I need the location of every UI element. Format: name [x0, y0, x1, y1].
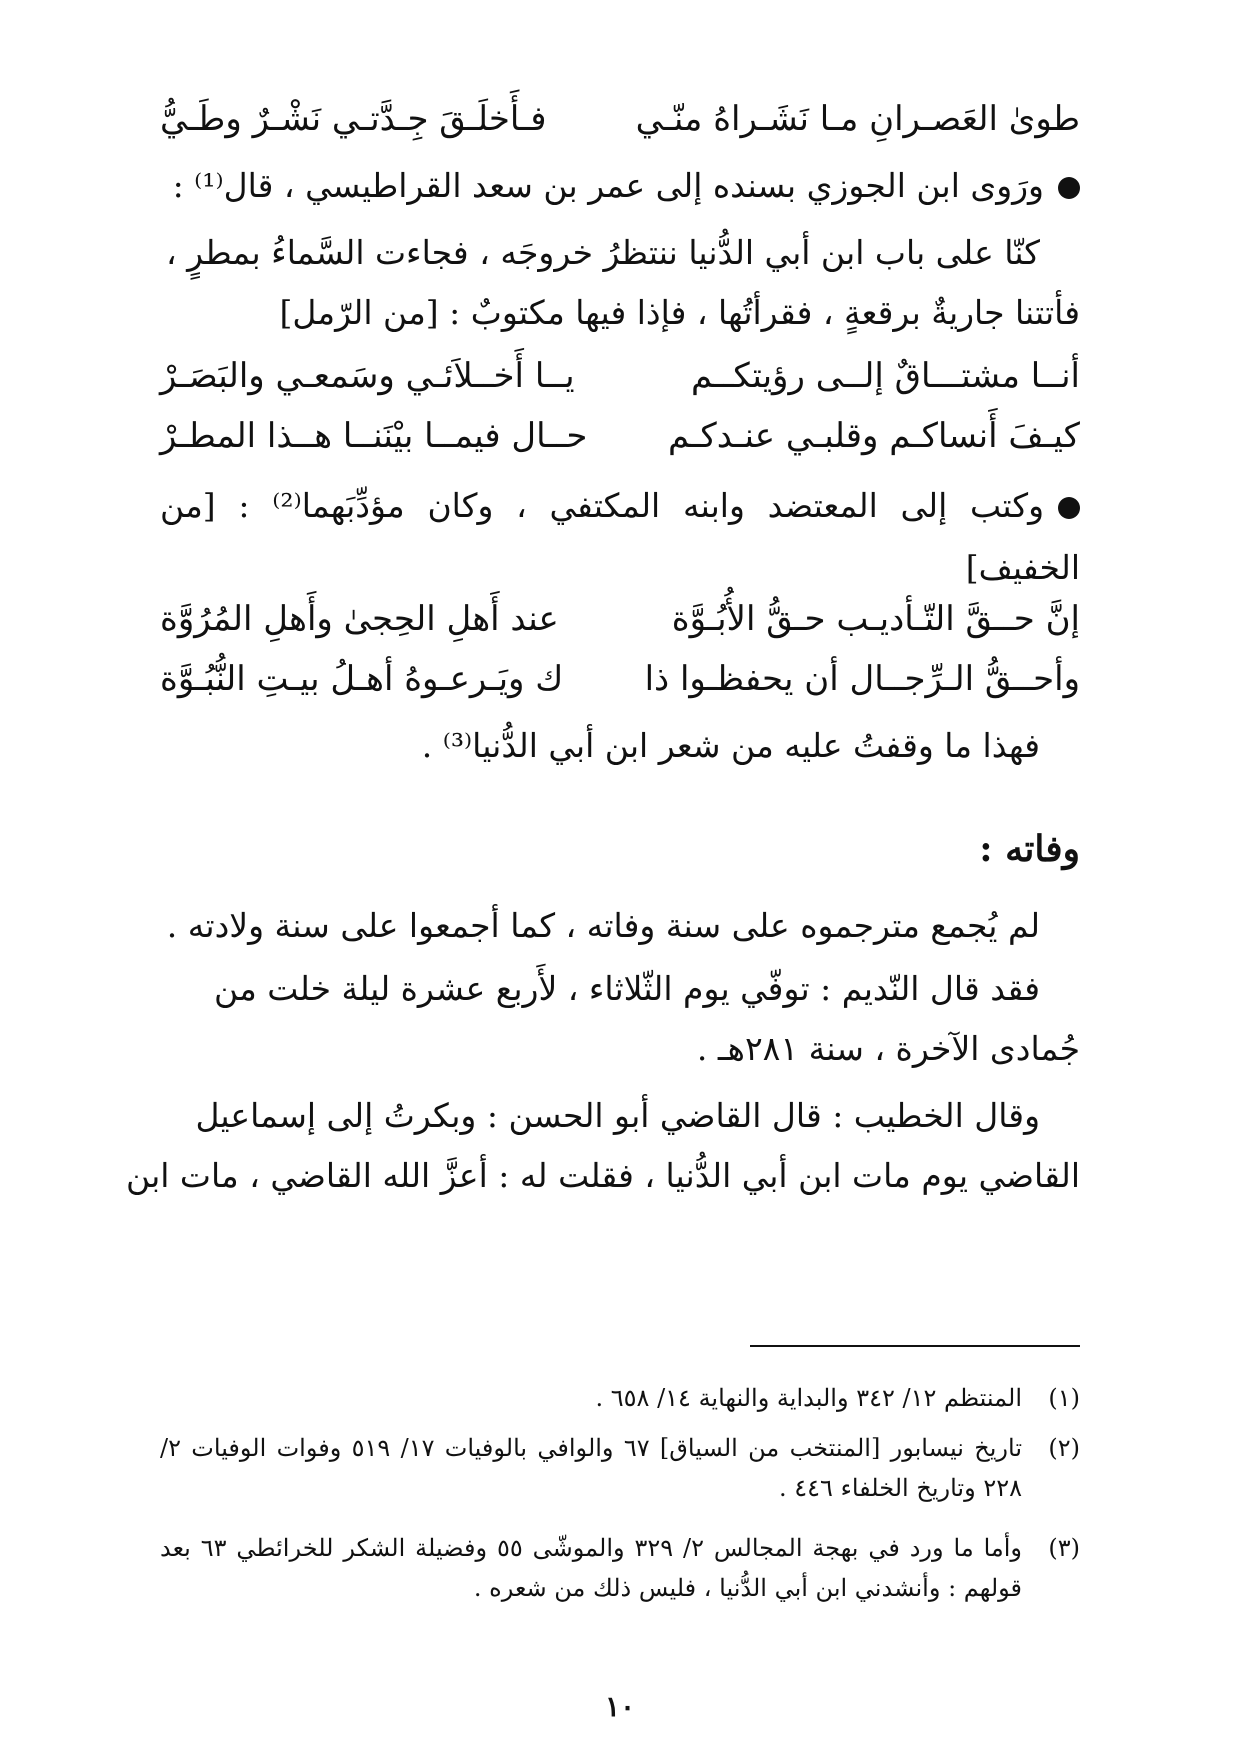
verse-hemistich-right: أنــا مشتـــاقٌ إلــى رؤيتكــم: [691, 356, 1080, 396]
paragraph-death-intro: لم يُجمع مترجموه على سنة وفاته ، كما أجمعوا على سنة ولادته .: [166, 906, 1040, 945]
footnote-3: [160, 1528, 1080, 1608]
paragraph-nadim-line-2: جُمادى الآخرة ، سنة ٢٨١هـ .: [696, 1029, 1080, 1068]
verse-hemistich-left: فـأَخلَـقَ جِـدَّتـي نَشْـرٌ وطَـيُّ: [160, 99, 547, 139]
verse-khafif-1: [160, 588, 1080, 650]
footnote-1: [160, 1378, 1080, 1418]
footnote-number: (١): [1048, 1384, 1080, 1412]
paragraph-narration-2-line-1: كنّا على باب ابن أبي الدُّنيا ننتظرُ خروجَه ، فجاءت السَّماءُ بمطرٍ ،: [166, 233, 1040, 272]
footnote-number: (٢): [1048, 1434, 1080, 1462]
verse-hemistich-right: إنَّ حــقَّ التّـأديـب حـقُّ الأُبُـوَّة: [671, 599, 1080, 639]
verse-khafif-2: [160, 648, 1080, 710]
bullet-icon: [1058, 177, 1080, 199]
verse-hemistich-right: كيـفَ أَنساكـم وقلبـي عنـدكـم: [667, 416, 1080, 456]
paragraph-text: وكتب إلى المعتضد وابنه المكتفي ، وكان مؤدِّبَهما⁽²⁾ : [من الخفيف]: [160, 486, 1080, 587]
paragraph-khatib-line-1: وقال الخطيب : قال القاضي أبو الحسن : وبكرتُ إلى إسماعيل: [195, 1096, 1040, 1135]
bullet-icon: [1058, 497, 1080, 519]
footnote-separator: [750, 1345, 1080, 1347]
section-heading: وفاته :: [979, 828, 1080, 870]
page-number: ١٠: [604, 1690, 636, 1723]
verse-hemistich-left: حــال فيمــا بيْنَنــا هــذا المطـرْ: [160, 416, 588, 456]
footnote-2: [160, 1428, 1080, 1508]
paragraph-khatib-line-2: القاضي يوم مات ابن أبي الدُّنيا ، فقلت له : أعزَّ الله القاضي ، مات ابن: [125, 1156, 1080, 1195]
footnote-text: المنتظم ١٢/ ٣٤٢ والبداية والنهاية ١٤/ ٦٥٨ .: [595, 1384, 1022, 1412]
paragraph-summary: فهذا ما وقفتُ عليه من شعر ابن أبي الدُّنيا⁽³⁾ .: [421, 726, 1040, 765]
paragraph-text: ورَوى ابن الجوزي بسنده إلى عمر بن سعد القراطيسي ، قال⁽¹⁾ :: [172, 166, 1044, 205]
verse-ramal-2: [160, 405, 1080, 467]
paragraph-narration-2-line-2: فأتتنا جاريةٌ برقعةٍ ، فقرأتُها ، فإذا فيها مكتوبٌ : [من الرّمل]: [279, 293, 1080, 332]
verse-top: [160, 88, 1080, 150]
paragraph-narration-1: [160, 155, 1080, 217]
footnote-number: (٣): [1048, 1534, 1080, 1562]
verse-hemistich-right: وأحــقُّ الـرِّجــال أن يحفظـوا ذا: [644, 659, 1080, 699]
paragraph-nadim-line-1: فقد قال النّديم : توفّي يوم الثّلاثاء ، لأَربع عشرة ليلة خلت من: [214, 969, 1040, 1008]
footnote-text: تاريخ نيسابور [المنتخب من السياق] ٦٧ والوافي بالوفيات ١٧/ ٥١٩ وفوات الوفيات ٢/ ٢٢٨ وتاريخ الخلفاء ٤٤٦ .: [160, 1434, 1023, 1502]
footnote-text: وأما ما ورد في بهجة المجالس ٢/ ٣٢٩ والموشّى ٥٥ وفضيلة الشكر للخرائطي ٦٣ بعد قولهم : وأنشدني ابن أبي الدُّنيا ، فليس ذلك من شعره .: [160, 1534, 1022, 1602]
verse-hemistich-left: عند أَهلِ الحِجىٰ وأَهلِ المُرُوَّة: [160, 599, 559, 639]
verse-hemistich-left: ك ويَـرعـوهُ أهـلُ بيـتِ النُّبُـوَّة: [160, 659, 564, 699]
verse-hemistich-left: يــا أَخــلاَئـي وسَمعـي والبَصَـرْ: [160, 356, 575, 396]
verse-ramal-1: [160, 345, 1080, 407]
paragraph-letter: [160, 475, 1080, 599]
verse-hemistich-right: طوىٰ العَصـرانِ مـا نَشَـراهُ منّـي: [635, 99, 1080, 139]
